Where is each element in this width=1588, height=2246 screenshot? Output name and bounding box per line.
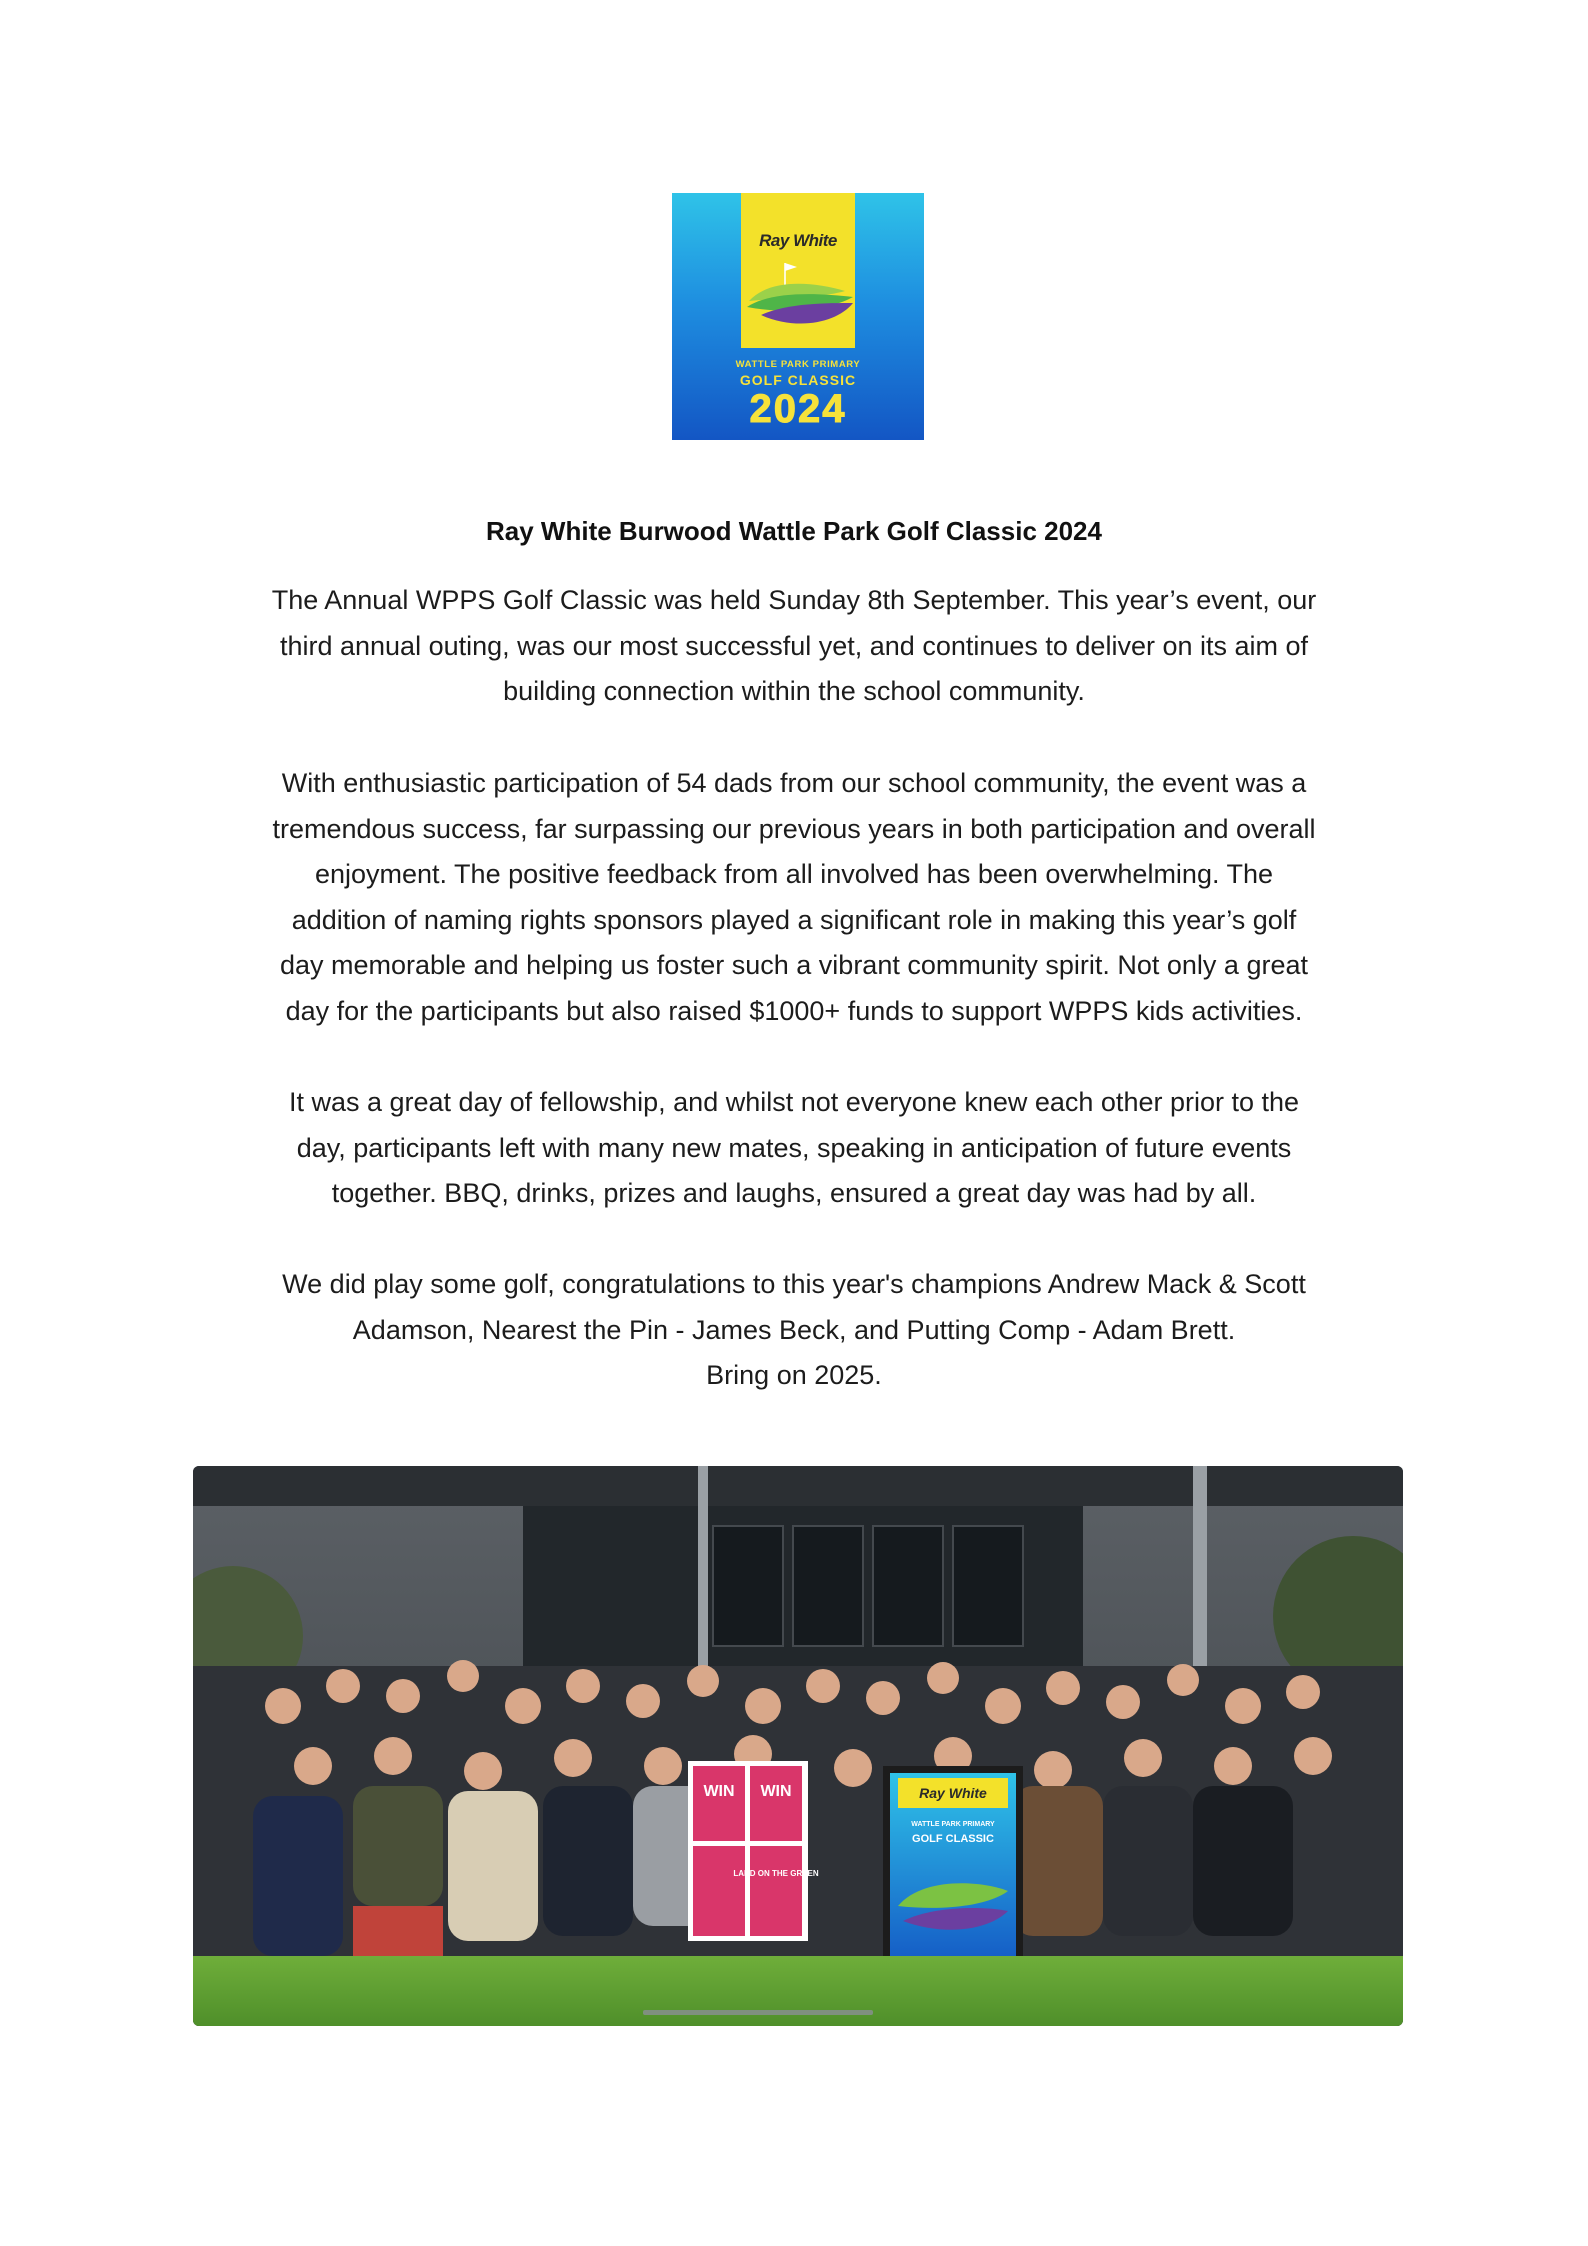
paragraph-line: day, participants left with many new mates, speaking in anticipation of future events: [296, 1132, 1292, 1163]
golf-flag-icon: [741, 257, 855, 337]
sign-event: GOLF CLASSIC: [912, 1833, 994, 1845]
logo-event-name: GOLF CLASSIC: [739, 372, 857, 388]
paragraph-line: enjoyment. The positive feedback from all involved has been overwhelming. The: [314, 859, 1274, 889]
paragraph-line: It was a great day of fellowship, and whilst not everyone knew each other prior to the: [288, 1087, 1300, 1117]
paragraph-line: Bring on 2025.: [706, 1360, 882, 1390]
group-photo-illustration: [193, 1466, 1403, 2026]
paragraph-line: Adamson, Nearest the Pin - James Beck, and Putting Comp - Adam Brett.: [352, 1314, 1236, 1345]
paragraph-line: The Annual WPPS Golf Classic was held Sunday 8th September. This year’s event, our: [271, 585, 1317, 615]
paragraph-line: We did play some golf, congratulations to this year's champions Andrew Mack & Scott: [282, 1269, 1306, 1299]
paragraph-line: third annual outing, was our most successful yet, and continues to deliver on its aim of: [279, 630, 1309, 661]
paragraph-line: day for the participants but also raised $1000+ funds to support WPPS kids activities.: [285, 995, 1303, 1026]
paragraph-line: building connection within the school community.: [503, 676, 1085, 706]
poster-right-top: WIN: [760, 1783, 792, 1800]
paragraph-line: With enthusiastic participation of 54 dads from our school community, the event was a: [281, 768, 1307, 798]
article-title: Ray White Burwood Wattle Park Golf Classic 2024: [486, 516, 1102, 546]
group-photo: [193, 1466, 1403, 2026]
poster-right-bottom: LAND ON THE GREEN: [733, 1869, 819, 1878]
logo-year: 2024: [749, 387, 847, 431]
paragraph-3: [180, 1080, 1408, 1217]
paragraph-1: [180, 578, 1408, 715]
paragraph-line: together. BBQ, drinks, prizes and laughs, ensured a great day was had by all.: [331, 1178, 1257, 1208]
paragraph-line: day memorable and helping us foster such a vibrant community spirit. Not only a great: [279, 950, 1308, 980]
event-logo: [672, 193, 924, 440]
poster-left-top: WIN: [703, 1783, 735, 1800]
logo-brand: Ray White: [759, 231, 837, 250]
win-posters: [688, 1761, 819, 1941]
paragraph-line: addition of naming rights sponsors played a significant role in making this year’s golf: [291, 904, 1297, 935]
paragraph-2: [180, 761, 1408, 1034]
paragraph-line: tremendous success, far surpassing our previous years in both participation and overall: [272, 813, 1316, 844]
sign-school: WATTLE PARK PRIMARY: [911, 1821, 995, 1828]
logo-school-name: WATTLE PARK PRIMARY: [735, 359, 861, 370]
paragraph-4: [180, 1262, 1408, 1399]
sign-brand: Ray White: [919, 1785, 987, 1801]
